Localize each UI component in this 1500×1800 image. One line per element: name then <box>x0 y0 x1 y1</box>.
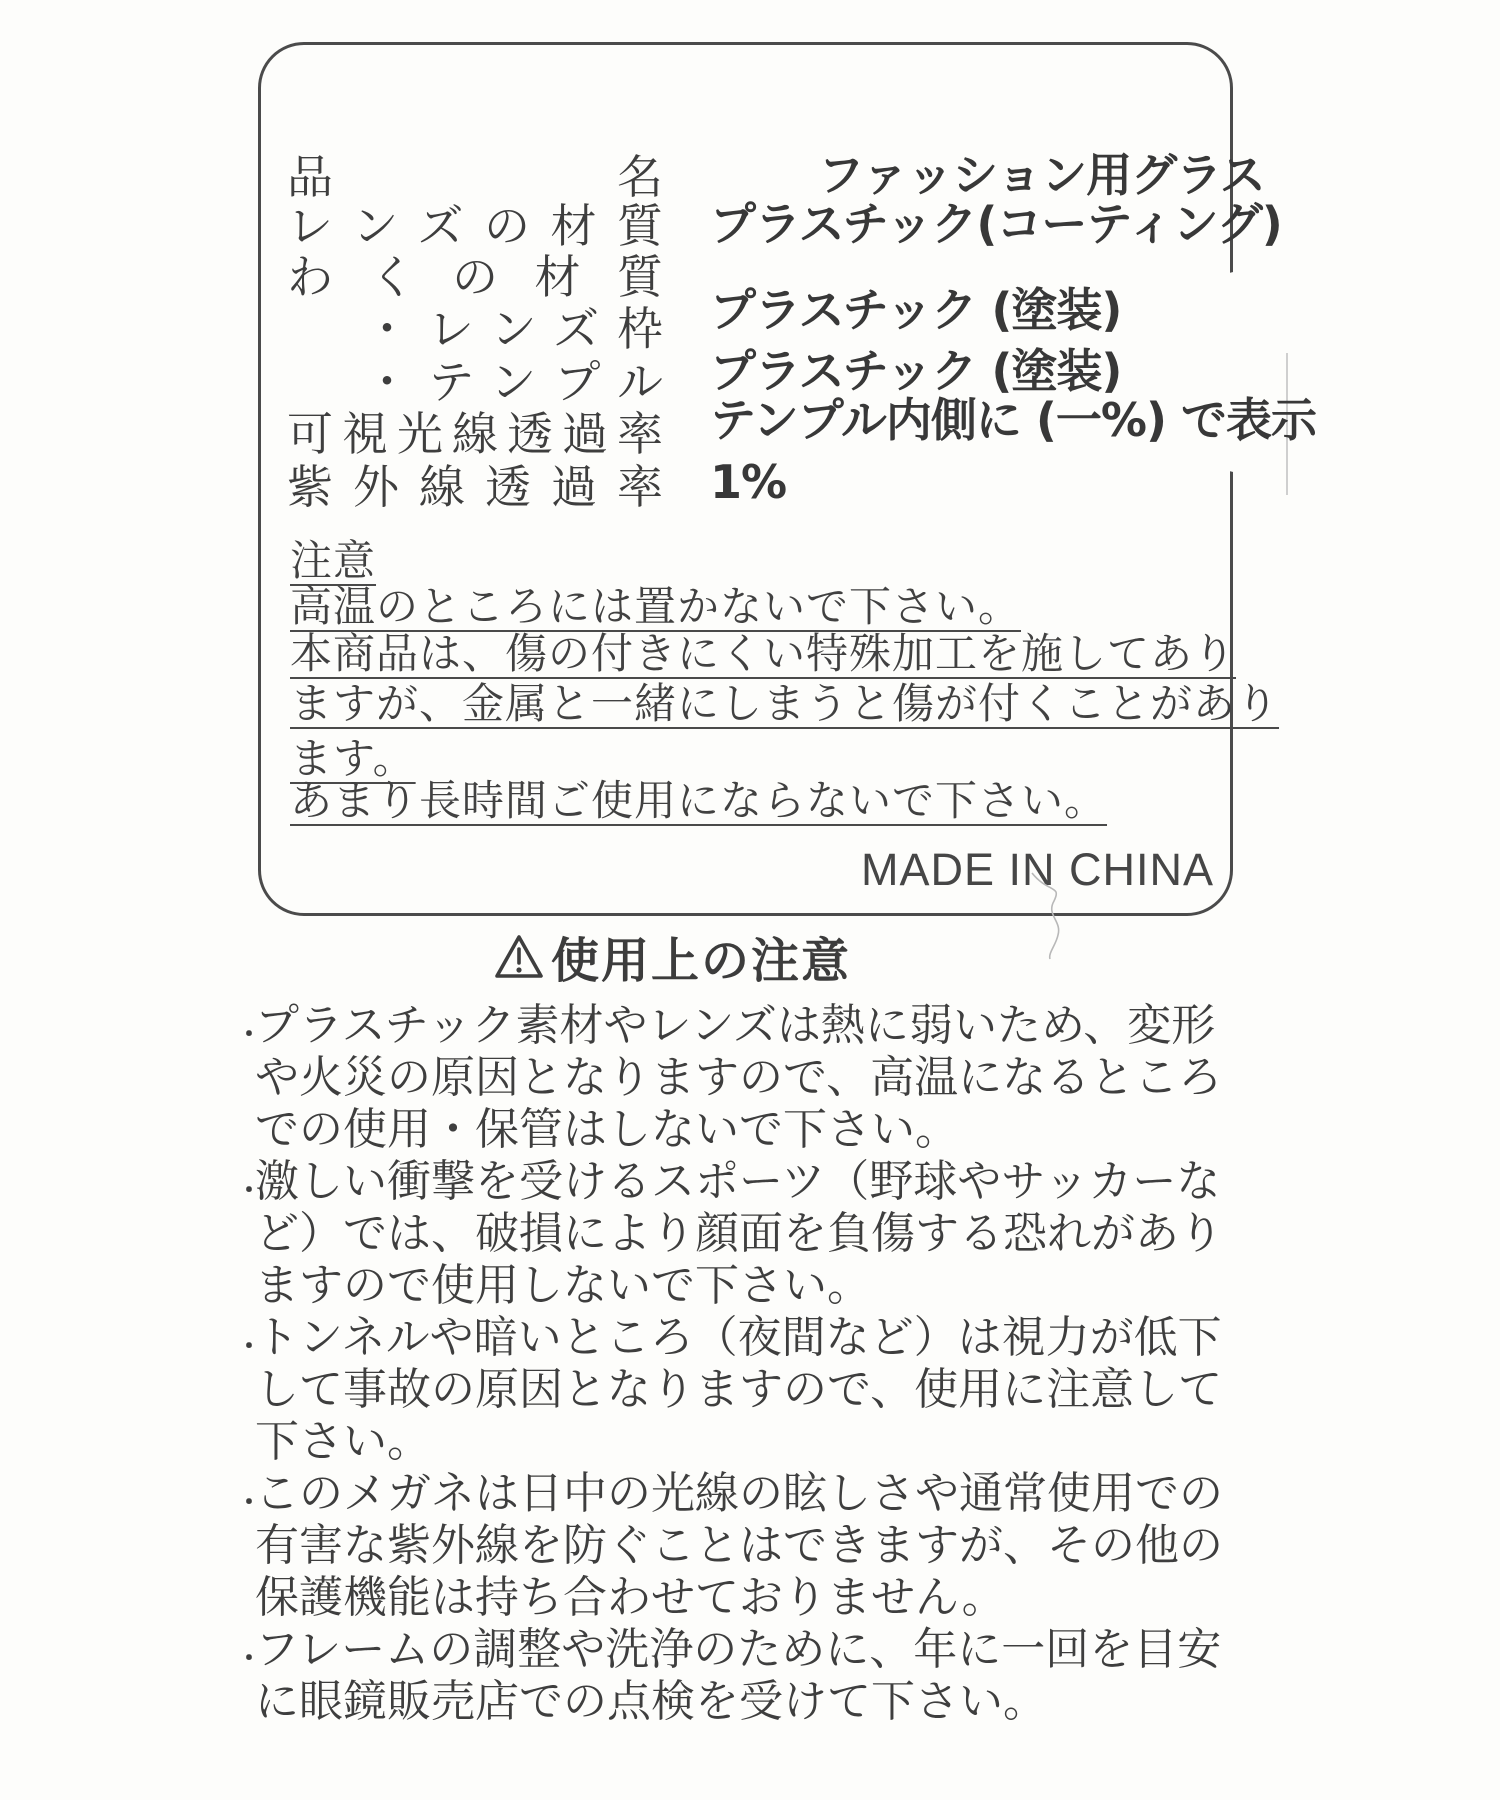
caution-line-4: ます。 <box>290 734 416 783</box>
bullet-5-line-1: ・ フレームの調整や洗浄のために、年に一回を目安 <box>255 1626 1221 1674</box>
bullet-4-line-3: 保護機能は持ち合わせておりません。 <box>255 1572 1006 1623</box>
bullet-marker: ・ <box>236 1176 263 1206</box>
spec-label-temple: ・テンプル <box>364 355 663 409</box>
usage-warning-heading-label: 使用上の注意 <box>551 933 852 989</box>
bullet-marker: ・ <box>236 1488 263 1518</box>
spec-value-lens-material: プラスチック(コーティング) <box>710 197 1282 251</box>
scan-squiggle-artifact <box>1018 867 1088 967</box>
bullet-5-line-2: に眼鏡販売店での点検を受けて下さい。 <box>255 1676 1047 1727</box>
bullet-3-line-1: ・ トンネルや暗いところ（夜間など）は視力が低下 <box>255 1314 1222 1362</box>
spec-label-frame-material: わくの材質 <box>287 250 663 304</box>
bullet-4-line-1: ・ このメガネは日中の光線の眩しさや通常使用での <box>255 1470 1223 1518</box>
caution-line-1: 高温のところには置かないで下さい。 <box>290 582 1022 631</box>
caution-heading: 注意 <box>290 536 377 585</box>
spec-label-uv-transmittance: 紫外線透過率 <box>287 460 663 514</box>
bullet-3-line-3: 下さい。 <box>255 1416 431 1467</box>
usage-warning-heading <box>494 922 851 991</box>
caution-line-3: ますが、金属と一緒にしまうと傷が付くことがあり <box>290 679 1280 728</box>
spec-value-temple: プラスチック (塗装) <box>710 344 1122 398</box>
spec-value-lens-rim: プラスチック (塗装) <box>710 283 1122 337</box>
bullet-2-line-3: ますので使用しないで下さい。 <box>255 1260 871 1311</box>
bullet-1-line-3: での使用・保管はしないで下さい。 <box>255 1104 959 1155</box>
spec-value-uv-transmittance: 1% <box>710 455 787 509</box>
bullet-marker: ・ <box>236 1644 263 1674</box>
spec-label-visible-light-transmittance: 可視光線透過率 <box>287 407 663 461</box>
caution-line-2: 本商品は、傷の付きにくい特殊加工を施してあり <box>290 629 1237 678</box>
spec-label-box <box>258 42 1317 916</box>
spec-label-product-name: 品名 <box>287 150 663 204</box>
spec-value-visible-light-transmittance: テンプル内側に (一%) で表示 <box>710 393 1317 447</box>
bullet-4-line-2: 有害な紫外線を防ぐことはできますが、その他の <box>255 1520 1223 1571</box>
bullet-2-line-2: ど）では、破損により顔面を負傷する恐れがあり <box>255 1208 1223 1259</box>
bullet-2-line-1: ・ 激しい衝撃を受けるスポーツ（野球やサッカーな <box>255 1158 1220 1206</box>
bullet-marker: ・ <box>236 1332 263 1362</box>
caution-line-5: あまり長時間ご使用にならないで下さい。 <box>290 776 1108 825</box>
bullet-marker: ・ <box>236 1020 263 1050</box>
warning-triangle-icon <box>494 934 544 980</box>
made-in-origin-text: MADE IN CHINA <box>860 844 1214 895</box>
spec-value-product-name: ファッション用グラス <box>818 148 1265 202</box>
spec-label-lens-material: レンズの材質 <box>287 199 663 253</box>
bullet-1-line-1: ・ プラスチック素材やレンズは熱に弱いため、変形 <box>255 1002 1215 1050</box>
bullet-1-line-2: や火災の原因となりますので、高温になるところ <box>255 1052 1223 1103</box>
bullet-3-line-2: して事故の原因となりますので、使用に注意して <box>255 1364 1223 1415</box>
spec-label-lens-rim: ・レンズ枠 <box>364 302 663 356</box>
